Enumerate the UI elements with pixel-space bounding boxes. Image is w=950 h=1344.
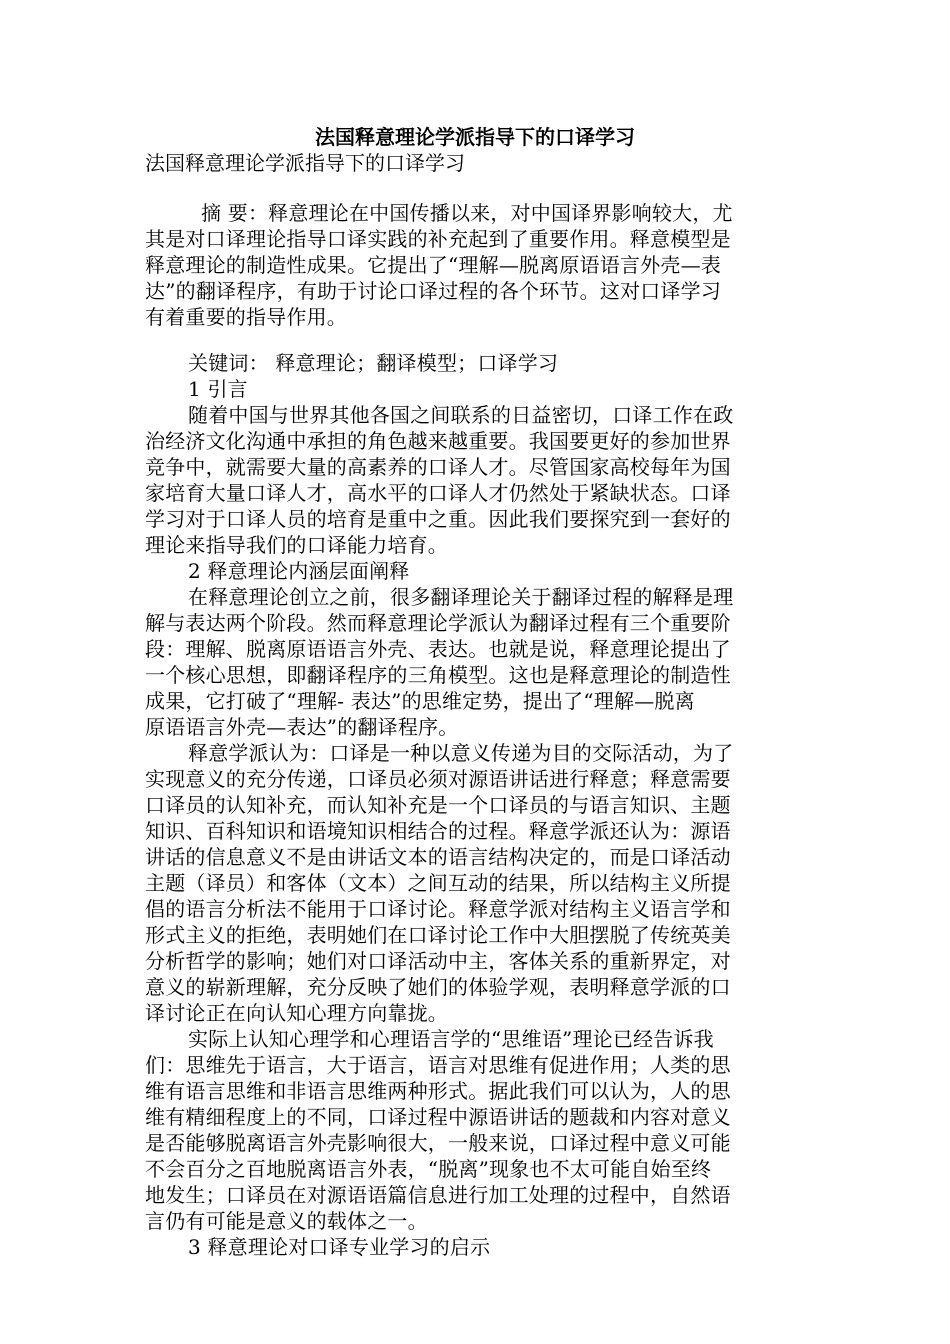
abstract-line: 其是对口译理论指导口译实践的补充起到了重要作用。释意模型是 xyxy=(145,227,731,251)
document-title: 法国释意理论学派指导下的口译学习 xyxy=(315,125,635,149)
abstract-paragraph xyxy=(145,200,805,330)
paragraph-line: 们：思维先于语言，大于语言，语言对思维有促进作用；人类的思 xyxy=(145,1053,731,1077)
paragraph-line: 维有精细程度上的不同，口译过程中源语讲话的题裁和内容对意义 xyxy=(145,1105,731,1129)
abstract-line: 达”的翻译程序，有助于讨论口译过程的各个环节。这对口译学习 xyxy=(145,279,722,303)
document-body xyxy=(145,376,805,1260)
paragraph-line: 治经济文化沟通中承担的角色越来越重要。我国要更好的参加世界 xyxy=(145,429,731,453)
paragraph-line: 分析哲学的影响；她们对口译活动中主，客体关系的重新界定，对 xyxy=(145,949,731,973)
paragraph-line: 在释意理论创立之前，很多翻译理论关于翻译过程的解释是理 xyxy=(188,585,734,609)
paragraph-line: 知识、百科知识和语境知识相结合的过程。释意学派还认为：源语 xyxy=(145,819,731,843)
paragraph-line: 竞争中，就需要大量的高素养的口译人才。尽管国家高校每年为国 xyxy=(145,455,731,479)
abstract-line: 摘 要：释意理论在中国传播以来，对中国译界影响较大，尤 xyxy=(201,201,733,225)
paragraph-line: 是否能够脱离语言外壳影响很大，一般来说，口译过程中意义可能 xyxy=(145,1131,731,1155)
paragraph-line: 不会百分之百地脱离语言外表，“脱离”现象也不太可能自始至终 xyxy=(145,1157,712,1181)
paragraph-line: 言仍有可能是意义的载体之一。 xyxy=(145,1209,428,1233)
paragraph-line: 实际上认知心理学和心理语言学的“思维语”理论已经告诉我 xyxy=(188,1027,714,1051)
paragraph-line: 释意学派认为：口译是一种以意义传递为目的交际活动，为了 xyxy=(188,741,734,765)
paragraph-line: 地发生；口译员在对源语语篇信息进行加工处理的过程中，自然语 xyxy=(145,1183,731,1207)
paragraph-line: 口译员的认知补充，而认知补充是一个口译员的与语言知识、主题 xyxy=(145,793,731,817)
paragraph-line: 原语语言外壳—表达”的翻译程序。 xyxy=(145,715,459,739)
paragraph-line: 理论来指导我们的口译能力培育。 xyxy=(145,533,448,557)
document-subtitle: 法国释意理论学派指导下的口译学习 xyxy=(145,151,465,175)
paragraph-line: 倡的语言分析法不能用于口译讨论。释意学派对结构主义语言学和 xyxy=(145,897,731,921)
paragraph-line: 段：理解、脱离原语语言外壳、表达。也就是说，释意理论提出了 xyxy=(145,637,731,661)
paragraph-line: 学习对于口译人员的培育是重中之重。因此我们要探究到一套好的 xyxy=(145,507,731,531)
section-heading-2: 2 释意理论内涵层面阐释 xyxy=(188,559,410,583)
paragraph-line: 成果，它打破了“理解- 表达”的思维定势，提出了“理解—脱离 xyxy=(145,689,695,713)
paragraph-line: 译讨论正在向认知心理方向靠拢。 xyxy=(145,1001,448,1025)
abstract-line: 释意理论的制造性成果。它提出了“理解—脱离原语语言外壳—表 xyxy=(145,253,722,277)
keywords-line xyxy=(145,350,805,376)
section-heading-1: 1 引言 xyxy=(188,377,248,401)
section-heading-3: 3 释意理论对口译专业学习的启示 xyxy=(188,1235,491,1259)
abstract-line: 有着重要的指导作用。 xyxy=(145,305,347,329)
paragraph-line: 一个核心思想，即翻译程序的三角模型。这也是释意理论的制造性 xyxy=(145,663,731,687)
paragraph-line: 维有语言思维和非语言思维两种形式。据此我们可以认为，人的思 xyxy=(145,1079,731,1103)
paragraph-line: 实现意义的充分传递，口译员必须对源语讲话进行释意；释意需要 xyxy=(145,767,731,791)
paragraph-line: 讲话的信息意义不是由讲话文本的语言结构决定的，而是口译活动 xyxy=(145,845,731,869)
paragraph-line: 随着中国与世界其他各国之间联系的日益密切，口译工作在政 xyxy=(188,403,734,427)
paragraph-line: 主题（译员）和客体（文本）之间互动的结果，所以结构主义所提 xyxy=(145,871,731,895)
keywords-text: 关键词： 释意理论；翻译模型；口译学习 xyxy=(188,351,559,375)
paragraph-line: 家培育大量口译人才，高水平的口译人才仍然处于紧缺状态。口译 xyxy=(145,481,731,505)
paragraph-line: 意义的崭新理解，充分反映了她们的体验学观，表明释意学派的口 xyxy=(145,975,731,999)
paragraph-line: 形式主义的拒绝，表明她们在口译讨论工作中大胆摆脱了传统英美 xyxy=(145,923,731,947)
paragraph-line: 解与表达两个阶段。然而释意理论学派认为翻译过程有三个重要阶 xyxy=(145,611,731,635)
